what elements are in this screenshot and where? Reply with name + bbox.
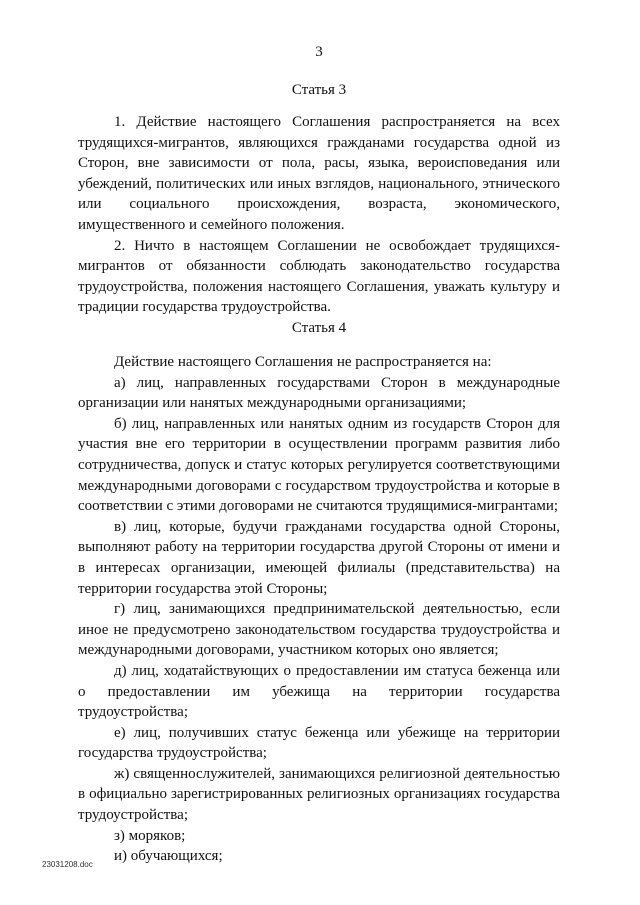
article-4-item-i: и) обучающихся; (114, 848, 223, 865)
article-4-item-v: в) лиц, которые, будучи гражданами государства одной Стороны, выполняют работу на территории государства другой Стороны от имени и в интересах организации, имеющей филиалы (представительства) на территории государства этой Стороны; (78, 518, 560, 597)
article-4-item-zh: ж) священнослужителей, занимающихся религиозной деятельностью в официально зарегистрированных религиозных организациях государства трудоустройства; (78, 765, 560, 824)
article-4-item-a: а) лиц, направленных государствами Сторон в международные организации или нанятых международными организациями; (78, 374, 560, 412)
article-4-item-g: г) лиц, занимающихся предпринимательской деятельностью, если иное не предусмотрено законодательством государства трудоустройства и международными договорами, участником которых оно является; (78, 601, 560, 659)
article-3-paragraph-1: 1. Действие настоящего Соглашения распространяется на всех трудящихся-мигрантов, являющихся гражданами государства одной из Сторон, вне зависимости от пола, расы, языка, вероисповедания или убеждений, политических или иных взглядов, национального, этнического или социального происхождения, возраста, экономического, имущественного и семейного положения. (78, 114, 560, 233)
article-4-item-b: б) лиц, направленных или нанятых одним из государств Сторон для участия вне его территории в осуществлении программ развития либо сотрудничества, допуск и статус которых регулируется соответствующими международными договорами с государством трудоустройства и которые в соответствии с этими договорами не считаются трудящимися-мигрантами; (78, 415, 560, 515)
article-4-body (78, 352, 560, 867)
article-4-heading: Статья 4 (291, 320, 347, 336)
article-4-intro: Действие настоящего Соглашения не распространяется на: (114, 354, 492, 370)
page-number: 3 (315, 44, 323, 60)
article-4-item-e: е) лиц, получивших статус беженца или убежище на территории государства трудоустройства; (78, 724, 560, 762)
article-3-paragraph-2: 2. Ничто в настоящем Соглашении не освобождает трудящихся-мигрантов от обязанности соблюдать законодательство государства трудоустройства, положения настоящего Соглашения, уважать культуру и традиции государства трудоустройства. (78, 237, 560, 316)
article-3-heading: Статья 3 (291, 82, 347, 98)
document-filename-footer: 23031208.doc (42, 860, 93, 869)
article-4-item-d: д) лиц, ходатайствующих о предоставлении им статуса беженца или о предоставлении им убежища на территории государства трудоустройства; (78, 662, 560, 721)
article-3-body (78, 112, 560, 318)
article-4-item-z: з) моряков; (114, 827, 186, 844)
